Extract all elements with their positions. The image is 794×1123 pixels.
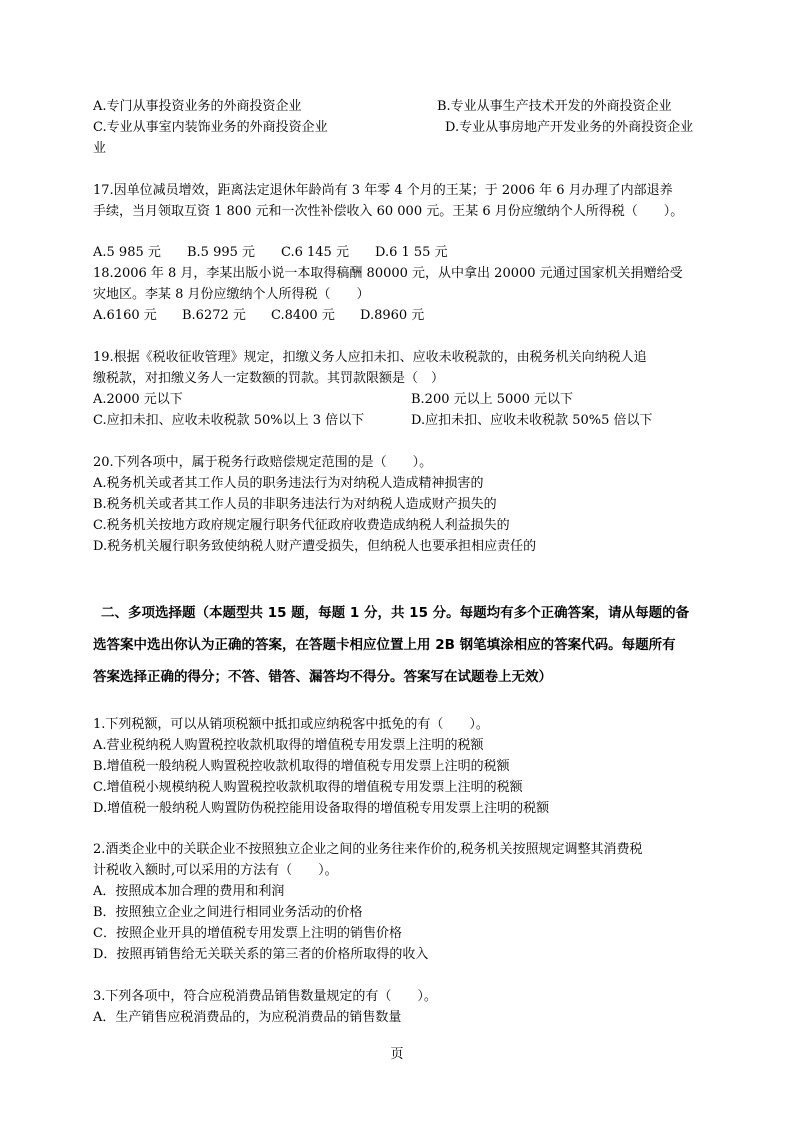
q15-option-c: C.专业从事室内装饰业务的外商投资企业 [93, 120, 328, 135]
q18-stem-line2: 灾地区。李某 8 月份应缴纳个人所得税（ ） [93, 287, 370, 302]
m1-option-d: D.增值税一般纳税人购置防伪税控能用设备取得的增值税专用发票上注明的税额 [93, 801, 550, 816]
q17-option-d: D.6 1 55 元 [375, 245, 448, 260]
m1-option-a: A.营业税纳税人购置税控收款机取得的增值税专用发票上注明的税额 [93, 738, 484, 753]
q18-option-c: C.8400 元 [271, 308, 335, 323]
q20-option-d: D.税务机关履行职务致使纳税人财产遭受损失，但纳税人也要承担相应责任的 [93, 539, 537, 554]
m2-stem-line1: 2.酒类企业中的关联企业不按照独立企业之间的业务往来作价的,税务机关按照规定调整其消费税 [93, 842, 643, 857]
m2-stem-line2: 计税收入额时,可以采用的方法有（ ）。 [93, 863, 338, 878]
q17-options [93, 244, 448, 262]
q20-stem: 20.下列各项中，属于税务行政赔偿规定范围的是（ ）。 [93, 455, 433, 470]
section2-heading-line1: 二、多项选择题（本题型共 15 题，每题 1 分，共 15 分。每题均有多个正确答案，请从每题的备 [101, 605, 690, 621]
q15-option-a: A.专门从事投资业务的外商投资企业 [93, 99, 302, 114]
q17-option-b: B.5 995 元 [187, 245, 256, 260]
m2-option-c: C．按照企业开具的增值税专用发票上注明的销售价格 [93, 926, 402, 941]
q17-stem-line2: 手续，当月领取互资 1 800 元和一次性补偿收入 60 000 元。王某 6 月份应缴纳个人所得税（ ）。 [93, 204, 684, 219]
m1-stem: 1.下列税额，可以从销项税额中抵扣或应纳税客中抵免的有（ ）。 [93, 717, 489, 732]
q20-option-c: C.税务机关按地方政府规定履行职务代征政府收费造成纳税人利益损失的 [93, 518, 510, 533]
q18-options [93, 307, 424, 325]
q19-stem-line2: 缴税款，对扣缴义务人一定数额的罚款。其罚款限额是（ ） [93, 371, 445, 386]
q19-option-b: B.200 元以上 5000 元以下 [411, 392, 573, 407]
q20-option-a: A.税务机关或者其工作人员的职务违法行为对纳税人造成精神损害的 [93, 476, 484, 491]
q15-option-b: B.专业从事生产技术开发的外商投资企业 [437, 99, 672, 114]
q18-stem-line1: 18.2006 年 8 月，李某出版小说一本取得稿酬 80000 元，从中拿出 20000 元通过国家机关捐赠给受 [93, 266, 683, 281]
q18-option-b: B.6272 元 [182, 308, 246, 323]
q15-option-d: D.专业从事房地产开发业务的外商投资企业 [445, 120, 694, 135]
m1-option-b: B.增值税一般纳税人购置税控收款机取得的增值税专用发票上注明的税额 [93, 759, 510, 774]
q20-option-b: B.税务机关或者其工作人员的非职务违法行为对纳税人造成财产损失的 [93, 497, 497, 512]
q19-stem-line1: 19.根据《税收征收管理》规定，扣缴义务人应扣未扣、应收未收税款的，由税务机关向纳税人追 [93, 350, 647, 365]
m1-option-c: C.增值税小规模纳税人购置税控收款机取得的增值税专用发票上注明的税额 [93, 780, 523, 795]
section2-heading-line2: 选答案中选出你认为正确的答案，在答题卡相应位置上用 2B 钢笔填涂相应的答案代码。每题所有 [93, 637, 676, 653]
q17-option-c: C.6 145 元 [281, 245, 349, 260]
q17-option-a: A.5 985 元 [93, 245, 161, 260]
q18-option-a: A.6160 元 [93, 308, 157, 323]
m2-option-b: B．按照独立企业之间进行相同业务活动的价格 [93, 905, 363, 920]
section2-heading-line3: 答案选择正确的得分；不答、错答、漏答均不得分。答案写在试题卷上无效） [93, 669, 552, 685]
q19-option-a: A.2000 元以下 [93, 392, 183, 407]
m3-stem: 3.下列各项中，符合应税消费品销售数量规定的有（ ）。 [93, 989, 437, 1004]
q19-option-c: C.应扣未扣、应收未收税款 50%以上 3 倍以下 [93, 413, 365, 428]
q17-stem-line1: 17.因单位减员增效，距离法定退休年龄尚有 3 年零 4 个月的王某；于 2006 年 6 月办理了内部退养 [93, 183, 673, 198]
m2-option-a: A．按照成本加合理的费用和利润 [93, 884, 285, 899]
q19-option-d: D.应扣未扣、应收未收税款 50%5 倍以下 [411, 413, 653, 428]
q18-option-d: D.8960 元 [360, 308, 425, 323]
q15-option-d-wrap: 业 [93, 141, 107, 156]
m2-option-d: D．按照再销售给无关联关系的第三者的价格所取得的收入 [93, 947, 429, 962]
m3-option-a: A．生产销售应税消费品的，为应税消费品的销售数量 [93, 1010, 402, 1025]
page-footer-label: 页 [390, 1047, 404, 1062]
